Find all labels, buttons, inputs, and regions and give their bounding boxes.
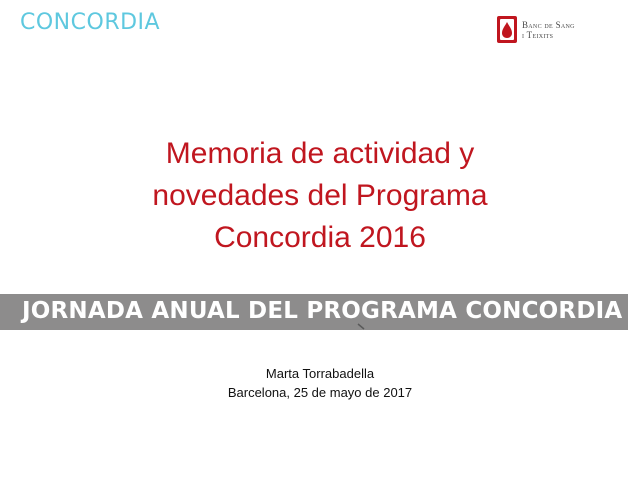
banc-de-sang-logo xyxy=(497,16,575,43)
slide-title-line-3: Concordia 2016 xyxy=(214,221,426,254)
slide-title-line-1: Memoria de actividad y xyxy=(165,137,475,170)
slide-title-line-2: novedades del Programa xyxy=(152,179,488,212)
event-place-date: Barcelona, 25 de mayo de 2017 xyxy=(227,385,413,400)
blood-drop-logo-icon xyxy=(497,16,517,43)
logo-text xyxy=(522,20,575,40)
presenter-name: Marta Torrabadella xyxy=(265,366,375,381)
logo-line-2: i Teixits xyxy=(522,29,554,40)
event-banner xyxy=(0,294,628,330)
accent-mark-icon xyxy=(356,323,366,330)
logo-line-1: Banc de Sang xyxy=(522,19,575,30)
slide-title xyxy=(0,133,640,259)
presenter-block xyxy=(0,364,640,402)
concordia-wordmark: CONCORDIA xyxy=(20,10,161,35)
event-banner-text: JORNADA ANUAL DEL PROGRAMA CONCORDIA xyxy=(22,298,623,324)
